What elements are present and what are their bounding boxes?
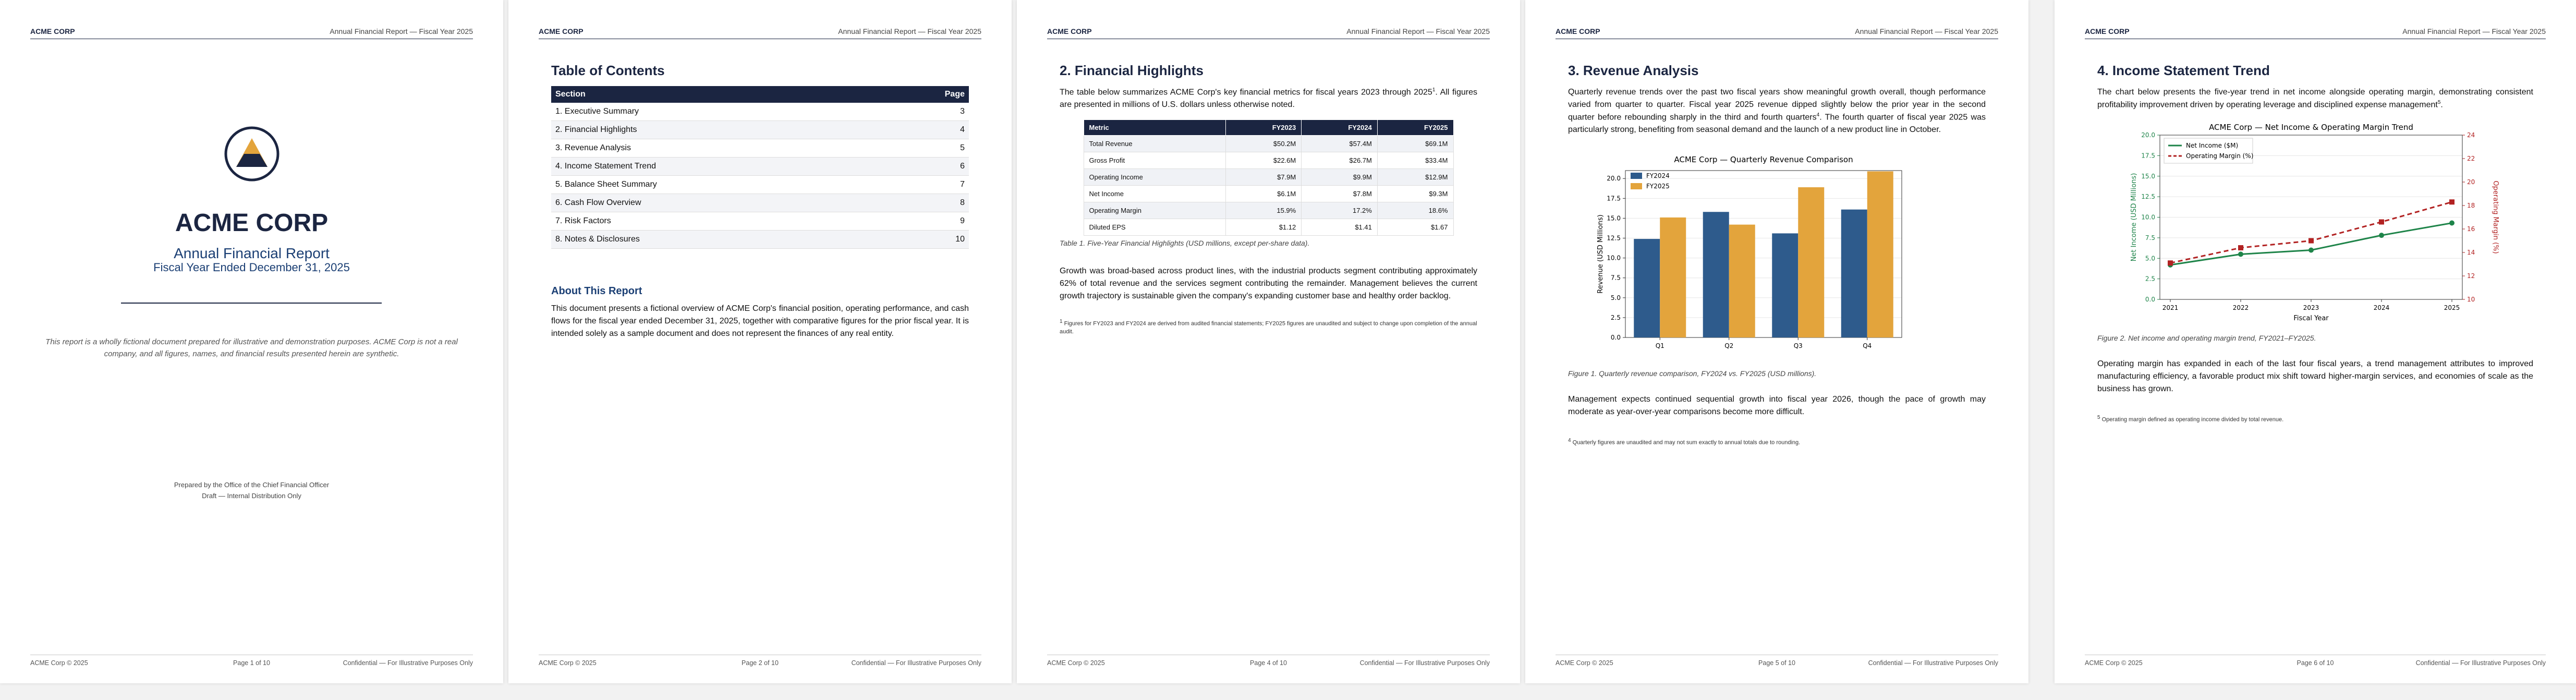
table-header-cell: FY2024 [1302, 120, 1378, 136]
data-point [2238, 252, 2243, 257]
page-footer [30, 655, 473, 668]
metric-value: $12.9M [1377, 169, 1453, 186]
y-left-tick-label: 2.5 [2145, 275, 2155, 283]
footnote-text: Quarterly figures are unaudited and may not sum exactly to annual totals due to rounding. [1572, 439, 1801, 446]
data-point [2449, 200, 2455, 205]
y-tick-label: 7.5 [1610, 274, 1621, 282]
quarterly-revenue-chart [1568, 144, 1985, 364]
legend-swatch [1631, 183, 1642, 189]
y-tick-label: 12.5 [1607, 234, 1621, 242]
footer-copyright: ACME Corp © 2025 [30, 659, 88, 667]
toc-row[interactable] [551, 158, 969, 176]
metric-name: Operating Income [1084, 169, 1225, 186]
header-report-title: Annual Financial Report — Fiscal Year 2025 [1346, 27, 1490, 35]
revenue-intro [1568, 86, 1986, 136]
page-cover [0, 0, 503, 683]
intro-text: The table below summarizes ACME Corp's key financial metrics for fiscal years 2023 through 2025 [1060, 88, 1432, 97]
toc-page-number: 4 [883, 121, 969, 139]
footnote-ref: 4 [1816, 112, 1820, 118]
footnote-text: Figures for FY2023 and FY2024 are derived from audited financial statements; FY2025 figures are unaudited and subject to change upon completion of the annual audit. [1060, 320, 1477, 335]
toc-section-label[interactable]: 3. Revenue Analysis [551, 139, 883, 158]
header-report-title: Annual Financial Report — Fiscal Year 2025 [1855, 27, 1998, 35]
page-header [2085, 27, 2546, 39]
toc-row[interactable] [551, 139, 969, 158]
footer-copyright: ACME Corp © 2025 [2085, 659, 2143, 667]
footnote-ref: 5 [2437, 100, 2441, 105]
metric-value: $50.2M [1225, 136, 1302, 152]
financial-highlights-table [1084, 119, 1454, 236]
data-point [2168, 261, 2173, 266]
income-content [2097, 63, 2533, 424]
toc-section-label[interactable]: 2. Financial Highlights [551, 121, 883, 139]
table-header-cell: FY2023 [1225, 120, 1302, 136]
y-right-tick-label: 22 [2467, 155, 2475, 163]
metric-name: Operating Margin [1084, 202, 1225, 219]
y-tick-label: 17.5 [1607, 195, 1621, 202]
highlights-body: Growth was broad-based across product lines, with the industrial products segment contributing approximately 62% of total revenue and the services segment contributing the remainder. Management believes the current growth trajectory is sustainable given the company's expanding customer base and healthy order backlog. [1060, 267, 1477, 301]
y-right-tick-label: 18 [2467, 202, 2475, 210]
metric-name: Net Income [1084, 186, 1225, 202]
toc-header-section: Section [551, 86, 883, 103]
bar-fy2024-q4 [1841, 210, 1867, 337]
y-left-tick-label: 7.5 [2145, 234, 2155, 242]
bar-fy2025-q3 [1798, 187, 1824, 337]
income-title: 4. Income Statement Trend [2097, 63, 2270, 78]
revenue-title: 3. Revenue Analysis [1568, 63, 1699, 78]
about-text: This document presents a fictional overview of ACME Corp's financial position, operating performance, and cash flows for the fiscal year ended December 31, 2025, together with comparative figures for the prior fiscal year. It is intended solely as a sample document and does not represent the finances of any real entity. [551, 304, 969, 338]
x-tick-label: Q3 [1793, 342, 1803, 350]
page-header [1047, 27, 1490, 39]
header-report-title: Annual Financial Report — Fiscal Year 2025 [838, 27, 981, 35]
income-intro [2097, 86, 2533, 111]
page-footer [1556, 655, 1998, 668]
intro-text-end: . [2440, 100, 2443, 110]
chart-title: ACME Corp — Quarterly Revenue Comparison [1674, 155, 1853, 165]
table-row [1084, 152, 1453, 169]
legend-label: Net Income ($M) [2186, 142, 2239, 150]
cover-disclaimer: This report is a wholly fictional document prepared for illustrative and demonstration purposes. ACME Corp is not a real company, and all figures, names, and financial results presented herein are synthetic. [45, 337, 458, 358]
y-left-tick-label: 0.0 [2145, 296, 2155, 304]
toc-row[interactable] [551, 212, 969, 231]
page-financial-highlights [1017, 0, 1520, 683]
cover-divider [121, 303, 382, 304]
revenue-content [1568, 63, 1986, 447]
page-revenue-analysis [1525, 0, 2028, 683]
footer-confidential: Confidential — For Illustrative Purposes Only [2415, 659, 2546, 667]
toc-header-page: Page [883, 86, 969, 103]
series-line-1 [2170, 202, 2452, 263]
footer-confidential: Confidential — For Illustrative Purposes Only [343, 659, 473, 667]
table-row [1084, 219, 1453, 236]
data-point [2449, 221, 2455, 226]
metric-name: Total Revenue [1084, 136, 1225, 152]
y-tick-label: 2.5 [1610, 314, 1621, 322]
y-tick-label: 10.0 [1607, 254, 1621, 262]
cover-prepared-by [0, 480, 503, 502]
legend-label: FY2025 [1646, 183, 1670, 190]
metric-value: $69.1M [1377, 136, 1453, 152]
metric-value: $1.41 [1302, 219, 1378, 236]
x-tick-label: 2023 [2303, 304, 2319, 312]
footer-page-number: Page 5 of 10 [1758, 659, 1795, 667]
income-body: Operating margin has expanded in each of the last four fiscal years, a trend management attributes to improved manufacturing efficiency, a favorable product mix shift toward higher-margin services, and economies of scale as the business has grown. [2097, 359, 2533, 394]
bar-fy2024-q1 [1634, 239, 1660, 337]
x-tick-label: Q4 [1863, 342, 1872, 350]
series-line-0 [2170, 223, 2452, 265]
toc-table [551, 86, 969, 249]
y-left-tick-label: 10.0 [2141, 213, 2155, 221]
table-row [1084, 186, 1453, 202]
chart-title: ACME Corp — Net Income & Operating Margin Trend [2209, 123, 2413, 132]
footnote-ref: 1 [1432, 87, 1436, 93]
x-tick-label: 2021 [2162, 304, 2179, 312]
y-right-tick-label: 10 [2467, 296, 2475, 304]
page-header [1556, 27, 1998, 39]
toc-page-number: 3 [883, 103, 969, 121]
toc-page-number: 8 [883, 194, 969, 212]
y-left-tick-label: 5.0 [2145, 255, 2155, 262]
legend-label: Operating Margin (%) [2186, 152, 2254, 160]
header-brand: ACME CORP [1047, 27, 1092, 35]
about-title: About This Report [551, 285, 642, 297]
metric-value: $1.67 [1377, 219, 1453, 236]
toc-section-label[interactable]: 6. Cash Flow Overview [551, 194, 883, 212]
page-toc [508, 0, 1012, 683]
y-left-tick-label: 17.5 [2141, 152, 2155, 160]
footer-confidential: Confidential — For Illustrative Purposes Only [1868, 659, 1998, 667]
table-header-cell: FY2025 [1377, 120, 1453, 136]
distribution-line: Draft — Internal Distribution Only [202, 491, 301, 500]
metric-value: $1.12 [1225, 219, 1302, 236]
metric-value: $33.4M [1377, 152, 1453, 169]
toc-section-label[interactable]: 1. Executive Summary [551, 103, 883, 121]
table-row [1084, 202, 1453, 219]
intro-text-end: . All figures are presented in millions of U.S. dollars unless otherwise noted. [1060, 88, 1477, 110]
header-brand: ACME CORP [1556, 27, 1600, 35]
net-income-margin-chart [2097, 119, 2533, 328]
footnote-number: 4 [1568, 438, 1571, 444]
metric-value: $6.1M [1225, 186, 1302, 202]
bar-fy2025-q1 [1660, 218, 1686, 337]
figure-caption: Figure 1. Quarterly revenue comparison, FY2024 vs. FY2025 (USD millions). [1568, 369, 1817, 378]
metric-value: $22.6M [1225, 152, 1302, 169]
page-income-statement [2055, 0, 2576, 683]
page-footer [2085, 655, 2546, 668]
highlights-intro [1060, 86, 1477, 111]
toc-page-number: 5 [883, 139, 969, 158]
intro-text: Quarterly revenue trends over the past two fiscal years show meaningful growth overall, though performance varied from quarter to quarter. Fiscal year 2025 revenue dipped slightly below the prior year in the second quarter before rebounding sharply in the third and fourth quarters [1568, 88, 1986, 122]
table-row [1084, 136, 1453, 152]
toc-section-label[interactable]: 8. Notes & Disclosures [551, 231, 883, 249]
metric-value: $9.9M [1302, 169, 1378, 186]
footer-copyright: ACME Corp © 2025 [539, 659, 597, 667]
footnote-number: 1 [1060, 319, 1063, 325]
page-header [30, 27, 473, 39]
page-header [539, 27, 981, 39]
metric-value: 15.9% [1225, 202, 1302, 219]
footnote [1060, 318, 1477, 336]
cover-date: Fiscal Year Ended December 31, 2025 [153, 261, 350, 274]
y-right-tick-label: 20 [2467, 178, 2475, 186]
data-point [2308, 238, 2314, 244]
y-right-tick-label: 14 [2467, 249, 2475, 257]
legend-label: FY2024 [1646, 172, 1670, 180]
bar-fy2024-q2 [1703, 212, 1729, 338]
footer-confidential: Confidential — For Illustrative Purposes Only [851, 659, 981, 667]
toc-section-label[interactable]: 4. Income Statement Trend [551, 158, 883, 176]
y-right-tick-label: 16 [2467, 225, 2475, 233]
company-logo-icon [223, 125, 281, 185]
y-tick-label: 15.0 [1607, 214, 1621, 222]
cover-company-name: ACME CORP [175, 209, 329, 237]
footer-confidential: Confidential — For Illustrative Purposes Only [1359, 659, 1490, 667]
metric-value: $57.4M [1302, 136, 1378, 152]
footer-page-number: Page 1 of 10 [233, 659, 270, 667]
metric-name: Diluted EPS [1084, 219, 1225, 236]
table-caption: Table 1. Five-Year Financial Highlights (USD millions, except per-share data). [1060, 239, 1310, 248]
bar-fy2025-q4 [1867, 172, 1893, 337]
y-right-axis-label: Operating Margin (%) [2492, 180, 2499, 254]
metric-value: $7.9M [1225, 169, 1302, 186]
metric-value: $7.8M [1302, 186, 1378, 202]
toc-section-label[interactable]: 7. Risk Factors [551, 212, 883, 231]
x-axis-label: Fiscal Year [2293, 315, 2329, 323]
figure-caption: Figure 2. Net income and operating margin trend, FY2021–FY2025. [2097, 334, 2316, 343]
x-tick-label: Q2 [1724, 342, 1734, 350]
data-point [2308, 248, 2314, 253]
table-header-cell: Metric [1084, 120, 1225, 136]
y-left-tick-label: 20.0 [2141, 131, 2155, 139]
footnote [1568, 437, 1986, 447]
prepared-by-line: Prepared by the Office of the Chief Financial Officer [174, 481, 330, 489]
x-tick-label: Q1 [1655, 342, 1664, 350]
footer-page-number: Page 6 of 10 [2296, 659, 2334, 667]
footnote [2097, 414, 2533, 424]
toc-row[interactable] [551, 176, 969, 194]
footer-copyright: ACME Corp © 2025 [1556, 659, 1613, 667]
data-point [2238, 245, 2243, 250]
legend-swatch [1631, 173, 1642, 179]
x-tick-label: 2024 [2373, 304, 2390, 312]
toc-row[interactable] [551, 103, 969, 121]
intro-text: The chart below presents the five-year trend in net income alongside operating margin, demonstrating consistent profitability improvement driven by operating leverage and disciplined expense management [2097, 88, 2533, 110]
page-footer [1047, 655, 1490, 668]
highlights-title: 2. Financial Highlights [1060, 63, 1204, 78]
toc-page-number: 9 [883, 212, 969, 231]
footnote-number: 5 [2097, 415, 2100, 421]
y-left-tick-label: 15.0 [2141, 173, 2155, 180]
footer-copyright: ACME Corp © 2025 [1047, 659, 1105, 667]
metric-value: $9.3M [1377, 186, 1453, 202]
y-axis-label: Revenue (USD Millions) [1597, 214, 1605, 294]
metric-name: Gross Profit [1084, 152, 1225, 169]
toc-row[interactable] [551, 194, 969, 212]
y-right-tick-label: 24 [2467, 131, 2475, 139]
footer-page-number: Page 2 of 10 [742, 659, 779, 667]
data-point [2379, 233, 2384, 238]
toc-page-number: 10 [883, 231, 969, 249]
header-report-title: Annual Financial Report — Fiscal Year 2025 [330, 27, 473, 35]
y-right-tick-label: 12 [2467, 272, 2475, 280]
y-tick-label: 5.0 [1610, 294, 1621, 302]
footnote-text: Operating margin defined as operating income divided by total revenue. [2101, 416, 2284, 423]
highlights-content [1060, 63, 1477, 336]
bar-fy2024-q3 [1772, 234, 1798, 338]
bar-fy2025-q2 [1729, 225, 1755, 337]
toc-title: Table of Contents [551, 63, 665, 78]
header-brand: ACME CORP [539, 27, 584, 35]
y-tick-label: 20.0 [1607, 175, 1621, 183]
y-left-axis-label: Net Income (USD Millions) [2130, 173, 2138, 262]
revenue-body: Management expects continued sequential growth into fiscal year 2026, though the pace of growth may moderate as year-over-year comparisons become more difficult. [1568, 395, 1986, 417]
toc-content [551, 63, 969, 348]
x-tick-label: 2022 [2232, 304, 2249, 312]
table-row [1084, 169, 1453, 186]
x-tick-label: 2025 [2444, 304, 2460, 312]
metric-value: 18.6% [1377, 202, 1453, 219]
header-brand: ACME CORP [30, 27, 75, 35]
page-footer [539, 655, 981, 668]
y-tick-label: 0.0 [1610, 334, 1621, 342]
footer-page-number: Page 4 of 10 [1250, 659, 1287, 667]
y-left-tick-label: 12.5 [2141, 193, 2155, 201]
header-report-title: Annual Financial Report — Fiscal Year 2025 [2402, 27, 2546, 35]
metric-value: $26.7M [1302, 152, 1378, 169]
cover-subtitle: Annual Financial Report [174, 245, 330, 261]
toc-row[interactable] [551, 121, 969, 139]
toc-row[interactable] [551, 231, 969, 249]
metric-value: 17.2% [1302, 202, 1378, 219]
toc-page-number: 7 [883, 176, 969, 194]
toc-page-number: 6 [883, 158, 969, 176]
toc-section-label[interactable]: 5. Balance Sheet Summary [551, 176, 883, 194]
header-brand: ACME CORP [2085, 27, 2130, 35]
data-point [2379, 220, 2384, 225]
intro-text-end: . The fourth quarter of fiscal year 2025 was particularly strong, benefiting from seasonal demand and the launch of a new product line in October. [1568, 113, 1986, 135]
